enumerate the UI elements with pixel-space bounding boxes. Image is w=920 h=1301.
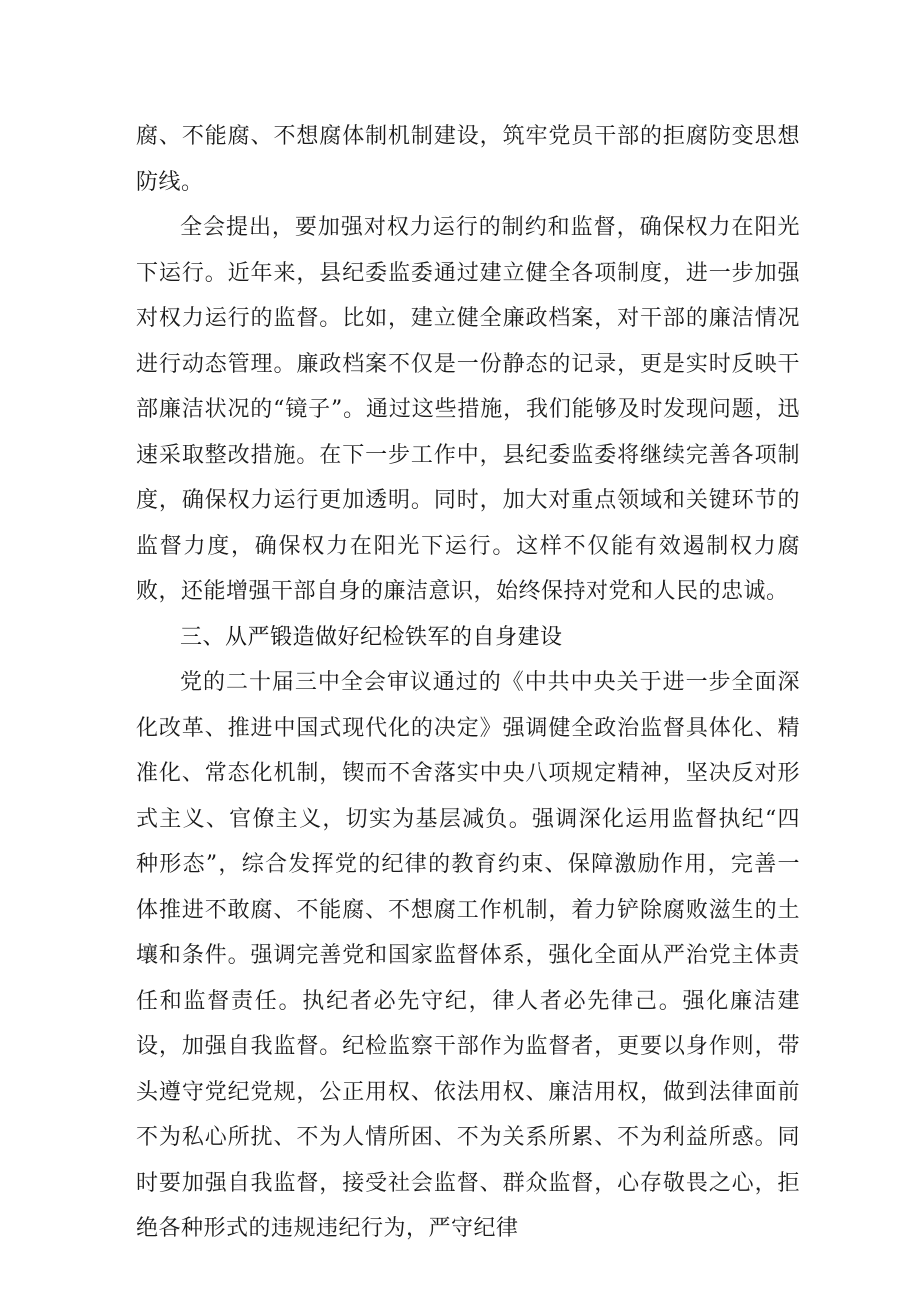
section-heading: 三、从严锻造做好纪检铁军的自身建设 xyxy=(180,624,563,650)
paragraph-power-supervision: 全会提出，要加强对权力运行的制约和监督，确保权力在阳光下运行。近年来，县纪委监委通过建立健全各项制度，进一步加强对权力运行的监督。比如，建立健全廉政档案，对干部的廉洁情况进行动态管理。廉政档案不仅是一份静态的记录，更是实时反映干部廉洁状况的“镜子”。通过这些措施，我们能够及时发现问题，迅速采取整改措施。在下一步工作中，县纪委监委将继续完善各项制度，确保权力运行更加透明。同时，加大对重点领域和关键环节的监督力度，确保权力在阳光下运行。这样不仅能有效遏制权力腐败，还能增强干部自身的廉洁意识，始终保持对党和人民的忠诚。 xyxy=(136,215,800,604)
paragraph-self-construction: 党的二十届三中全会审议通过的《中共中央关于进一步全面深化改革、推进中国式现代化的决定》强调健全政治监督具体化、精准化、常态化机制，锲而不舍落实中央八项规定精神，坚决反对形式主义、官僚主义，切实为基层减负。强调深化运用监督执纪“四种形态”，综合发挥党的纪律的教育约束、保障激励作用，完善一体推进不敢腐、不能腐、不想腐工作机制，着力铲除腐败滋生的土壤和条件。强调完善党和国家监督体系，强化全面从严治党主体责任和监督责任。执纪者必先守纪，律人者必先律己。强化廉洁建设，加强自我监督。纪检监察干部作为监督者，更要以身作则，带头遵守党纪党规，公正用权、依法用权、廉洁用权，做到法律面前不为私心所扰、不为人情所困、不为关系所累、不为利益所惑。同时要加强自我监督，接受社会监督、群众监督，心存敬畏之心，拒绝各种形式的违规违纪行为，严守纪律 xyxy=(136,670,800,1241)
paragraph-continuation: 腐、不能腐、不想腐体制机制建设，筑牢党员干部的拒腐防变思想防线。 xyxy=(136,124,800,195)
document-body xyxy=(136,114,800,1252)
